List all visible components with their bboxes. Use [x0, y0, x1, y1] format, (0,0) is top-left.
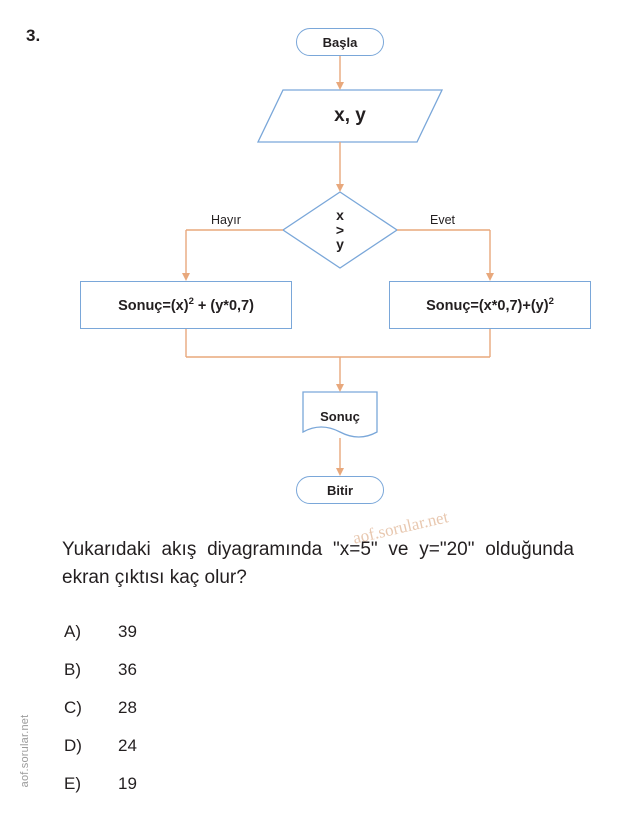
edge-label-true: Evet	[430, 213, 456, 227]
flow-node-output-label: Sonuç	[320, 408, 360, 424]
center-watermark: aof.sorular.net	[350, 507, 451, 548]
flow-node-process-left	[80, 281, 292, 329]
option-e[interactable]	[64, 774, 364, 812]
flow-node-input	[258, 90, 442, 142]
option-d-key: D)	[64, 736, 82, 755]
process-right-exponent: 2	[548, 296, 554, 308]
flow-node-start	[296, 28, 384, 56]
decision-line-2: >	[335, 221, 345, 238]
option-a-key: A)	[64, 622, 81, 641]
flow-node-end	[296, 476, 384, 504]
process-right-text	[426, 296, 554, 314]
option-b[interactable]	[64, 660, 364, 698]
option-c[interactable]	[64, 698, 364, 736]
flow-node-start-label: Başla	[322, 34, 358, 50]
process-left-text	[118, 296, 254, 314]
edge-label-false: Hayır	[211, 213, 241, 227]
flow-node-process-right	[389, 281, 591, 329]
process-left-part-b: + (y*0,7)	[193, 297, 254, 314]
process-left-exponent: 2	[188, 296, 194, 308]
option-e-value: 19	[118, 774, 137, 793]
decision-line-1: x	[336, 207, 344, 224]
flow-node-output	[303, 392, 377, 440]
side-watermark: aof.sorular.net	[19, 714, 31, 788]
option-a-value: 39	[118, 622, 137, 641]
flow-node-decision	[283, 192, 397, 268]
option-b-value: 36	[118, 660, 137, 679]
option-d[interactable]	[64, 736, 364, 774]
decision-line-3: y	[336, 236, 344, 253]
option-a[interactable]	[64, 622, 364, 660]
process-right-part-a: Sonuç=(x*0,7)+(y)	[426, 297, 549, 314]
flow-node-decision-label	[336, 208, 344, 252]
option-c-key: C)	[64, 698, 82, 717]
flow-node-input-label: x, y	[334, 105, 366, 126]
option-c-value: 28	[118, 698, 137, 717]
option-b-key: B)	[64, 660, 81, 679]
process-left-part-a: Sonuç=(x)	[118, 297, 189, 314]
question-text: Yukarıdaki akış diyagramında "x=5" ve y="20" olduğunda ekran çıktısı kaç olur?	[62, 539, 574, 588]
answer-options	[64, 622, 364, 812]
flow-node-end-label: Bitir	[327, 482, 353, 498]
option-d-value: 24	[118, 736, 137, 755]
question-number: 3.	[26, 26, 41, 45]
option-e-key: E)	[64, 774, 81, 793]
